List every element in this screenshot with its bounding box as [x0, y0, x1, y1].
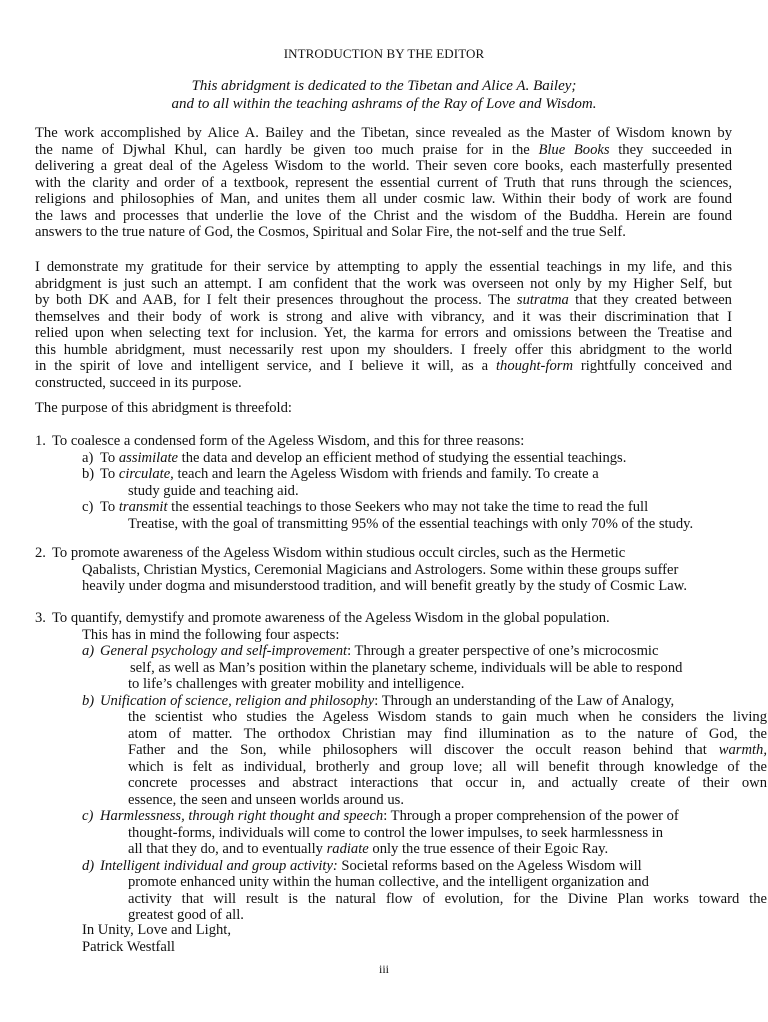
paragraph-line: themselves and their body of work is strong and alive with vibrancy, and it was their discrimination that I — [35, 308, 732, 325]
subitem-title: Harmlessness, through right thought and speech — [100, 808, 384, 824]
emphasis-assimilate: assimilate — [118, 449, 179, 466]
paragraph-line: the name of Djwhal Khul, can hardly be given too much praise for in the Blue Books they succeeded in — [35, 141, 733, 158]
paragraph-line: answers to the true nature of God, the Cosmos, Spiritual and Solar Fire, the not-self and the true Self. — [35, 224, 626, 240]
emphasis-transmit: transmit — [118, 499, 168, 515]
subitem-letter: b) — [82, 466, 95, 482]
paragraph-line: abridgment is just such an attempt. I am confident that the work was overseen not only by my Higher Self, but — [35, 275, 732, 292]
subitem-3a: a) General psychology and self-improvement: Through a greater perspective of one’s microcosmic — [82, 643, 659, 659]
list-continuation: Qabalists, Christian Mystics, Ceremonial Magicians and Astrologers. Some within these groups suffer — [82, 561, 679, 578]
paragraph-2 — [35, 259, 732, 391]
subitem-title: General psychology and self-improvement — [100, 643, 348, 659]
subitem-3d: d) Intelligent individual and group activity: Societal reforms based on the Ageless Wisdom will — [82, 857, 642, 874]
subitem-line: concrete processes and abstract interactions that occur in, and actually create of their own — [128, 775, 767, 791]
paragraph-line: this humble abridgment, must necessarily rest upon my shoulders. I freely offer this abridgment to the world — [35, 341, 732, 358]
subitem-line: promote enhanced unity within the human collective, and the intelligent organization and — [128, 874, 649, 890]
subitem-1a: a) To assimilate the data and develop an efficient method of studying the essential teachings. — [82, 449, 627, 466]
subitem-letter: b) — [82, 692, 95, 709]
subitem-continuation: Treatise, with the goal of transmitting 95% of the essential teachings with only 70% of the study. — [128, 515, 694, 532]
subitem-continuation: thought-forms, individuals will come to control the lower impulses, to seek harmlessness in — [128, 824, 664, 841]
subitem-continuation: study guide and teaching aid. — [128, 482, 299, 499]
blue-books-title: Blue Books — [538, 141, 610, 158]
paragraph-line: with the clarity and order of a textbook, represent the essential current of Truth that runs through the sciences, — [35, 174, 732, 191]
list-number: 1. — [35, 433, 46, 449]
subitem-continuation: self, as well as Man’s position within the planetary scheme, individuals will be able to respond — [130, 659, 683, 676]
paragraph-line: by both DK and AAB, for I felt their presences throughout the process. The sutratma that they created between — [35, 292, 732, 308]
list-continuation: heavily under dogma and misunderstood tradition, and will benefit greatly by the study of Cosmic Law. — [82, 578, 687, 594]
subitem-letter: a) — [82, 449, 94, 466]
list-text: To coalesce a condensed form of the Ageless Wisdom, and this for three reasons: — [52, 433, 525, 449]
sutratma-term: sutratma — [516, 292, 569, 308]
subitem-continuation: all that they do, and to eventually radiate only the true essence of their Egoic Ray. — [128, 841, 609, 857]
thought-form-term: thought-form — [495, 358, 573, 374]
subitem-1c: c) To transmit the essential teachings to those Seekers who may not take the time to read the full — [82, 499, 649, 515]
paragraph-line: constructed, succeed in its purpose. — [35, 374, 242, 391]
subitem-title: Intelligent individual and group activity: — [100, 857, 338, 874]
subitem-letter: d) — [82, 857, 95, 874]
author-name: Patrick Westfall — [82, 938, 175, 955]
list-intro: This has in mind the following four aspects: — [82, 626, 340, 643]
subitem-3d-body — [128, 874, 767, 924]
paragraph-1 — [35, 125, 732, 241]
subitem-3b: b) Unification of science, religion and philosophy: Through an understanding of the Law of Analogy, — [82, 692, 675, 709]
emphasis-warmth: warmth, — [718, 742, 767, 758]
paragraph-line: The work accomplished by Alice A. Bailey and the Tibetan, since revealed as the Master of Wisdom known by — [35, 125, 732, 141]
paragraph-line: relied upon when selecting text for inclusion. Yet, the karma for errors and omissions between the Treatise and — [35, 325, 732, 341]
list-number: 3. — [35, 610, 46, 626]
subitem-line: activity that will result is the natural flow of evolution, for the Divine Plan works toward the — [128, 890, 767, 907]
subitem-line: which is felt as individual, brotherly and group love; all will benefit through knowledge of the — [128, 758, 767, 775]
subitem-continuation: to life’s challenges with greater mobility and intelligence. — [128, 676, 465, 692]
subitem-line: the scientist who studies the Ageless Wisdom stands to gain much when he considers the living — [128, 709, 767, 725]
list-text: To promote awareness of the Ageless Wisdom within studious occult circles, such as the Hermetic — [52, 545, 626, 561]
list-text: To quantify, demystify and promote awareness of the Ageless Wisdom in the global population. — [52, 610, 610, 626]
paragraph-line: delivering a great deal of the Ageless Wisdom to the world. Their seven core books, each masterfully presented — [35, 158, 732, 174]
subitem-title: Unification of science, religion and philosophy — [100, 692, 375, 709]
subitem-letter: a) — [82, 643, 95, 659]
paragraph-line: I demonstrate my gratitude for their service by attempting to apply the essential teachings in my life, and this — [35, 259, 732, 275]
dedication — [0, 77, 768, 113]
paragraph-line: religions and philosophies of Man, and unites them all under cosmic law. Within their body of work are found — [35, 191, 732, 207]
subitem-letter: c) — [82, 499, 94, 515]
subitem-line: essence, the seen and unseen worlds around us. — [128, 791, 404, 808]
purpose-intro: The purpose of this abridgment is threefold: — [35, 400, 292, 416]
emphasis-radiate: radiate — [326, 841, 369, 857]
page-number: iii — [378, 962, 389, 976]
subitem-line: atom of matter. The orthodox Christian may find illumination as to the nature of God, the — [128, 725, 767, 742]
dedication-line-2: and to all within the teaching ashrams of the Ray of Love and Wisdom. — [171, 96, 597, 112]
signoff — [82, 922, 231, 955]
subitem-letter: c) — [82, 808, 94, 824]
page-heading: INTRODUCTION BY THE EDITOR — [283, 46, 485, 61]
paragraph-line: in the spirit of love and intelligent service, and I believe it will, as a thought-form rightfully conceived and — [35, 358, 732, 374]
subitem-1b: b) To circulate, teach and learn the Ageless Wisdom with friends and family. To create a — [82, 466, 599, 482]
subitem-line: greatest good of all. — [128, 907, 244, 923]
subitem-3b-body — [128, 709, 767, 808]
paragraph-line: the laws and processes that underlie the love of the Christ and the wisdom of the Buddha. Herein are found — [35, 207, 732, 224]
closing-line: In Unity, Love and Light, — [82, 922, 232, 938]
dedication-line-1: This abridgment is dedicated to the Tibetan and Alice A. Bailey; — [191, 78, 577, 94]
subitem-line: Father and the Son, while philosophers will discover the occult reason behind that warmth, — [128, 742, 767, 758]
list-number: 2. — [35, 545, 46, 561]
emphasis-circulate: circulate — [118, 466, 171, 482]
subitem-3c: c) Harmlessness, through right thought and speech: Through a proper comprehension of the power of — [82, 808, 679, 824]
